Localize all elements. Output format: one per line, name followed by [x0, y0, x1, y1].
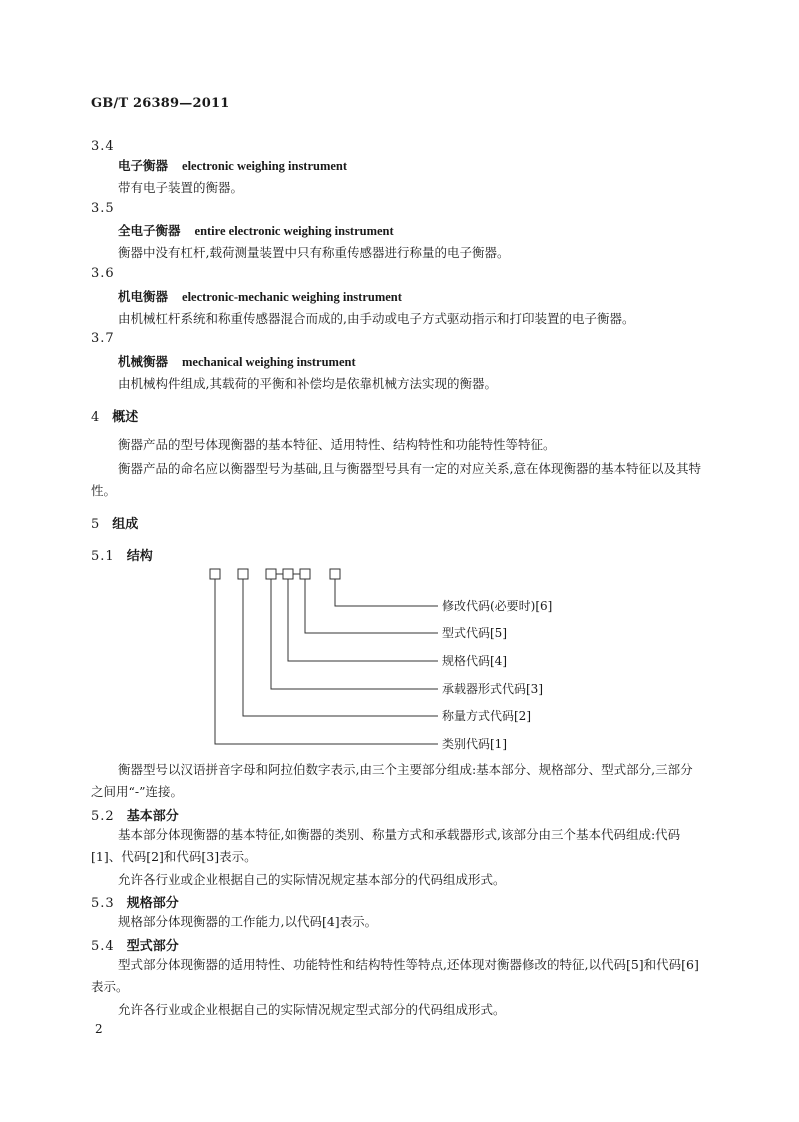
term-definition: 衡器中没有杠杆,载荷测量装置中只有称重传感器进行称量的电子衡器。 [118, 245, 510, 260]
code-box-2 [238, 569, 248, 579]
section-title: 组成 [112, 517, 139, 532]
label-code-6: 修改代码(必要时)[6] [442, 599, 553, 613]
term-number: 3.7 [91, 331, 115, 346]
section-number: 5.3 [91, 896, 115, 911]
term-en: electronic-mechanic weighing instrument [182, 290, 402, 304]
subsection-heading [91, 935, 179, 954]
page-number: 2 [95, 1022, 103, 1036]
term-cn: 机电衡器 [118, 289, 169, 304]
label-code-1: 类别代码[1] [442, 737, 507, 751]
section-number: 5 [91, 517, 101, 532]
label-code-2: 称量方式代码[2] [442, 709, 531, 723]
term-en: electronic weighing instrument [182, 159, 348, 173]
subsection-heading [91, 892, 179, 911]
leader-line-6 [335, 579, 438, 606]
term-number: 3.5 [91, 201, 115, 216]
paragraph: 允许各行业或企业根据自己的实际情况规定型式部分的代码组成形式。 [118, 1002, 506, 1017]
paragraph: 衡器产品的型号体现衡器的基本特征、适用特性、结构特性和功能特性等特征。 [118, 437, 556, 452]
term-number: 3.6 [91, 266, 115, 281]
paragraph: 允许各行业或企业根据自己的实际情况规定基本部分的代码组成形式。 [118, 872, 506, 887]
label-code-4: 规格代码[4] [442, 654, 507, 668]
paragraph: 衡器型号以汉语拼音字母和阿拉伯数字表示,由三个主要部分组成:基本部分、规格部分、型式部分,三部分之间用“-”连接。 [91, 762, 693, 799]
standard-number: GB/T 26389—2011 [91, 96, 230, 111]
leader-line-3 [271, 579, 438, 689]
term-cn: 全电子衡器 [118, 223, 181, 238]
section-title: 规格部分 [126, 896, 179, 911]
section-number: 5.1 [91, 549, 115, 564]
section-title: 结构 [126, 549, 153, 564]
section-number: 5.4 [91, 939, 115, 954]
term-en: entire electronic weighing instrument [194, 224, 394, 238]
term-cn: 电子衡器 [118, 158, 169, 173]
paragraph: 规格部分体现衡器的工作能力,以代码[4]表示。 [118, 914, 378, 929]
code-box-5 [300, 569, 310, 579]
paragraph: 基本部分体现衡器的基本特征,如衡器的类别、称量方式和承载器形式,该部分由三个基本代码组成:代码[1]、代码[2]和代码[3]表示。 [91, 827, 681, 864]
leader-line-2 [243, 579, 438, 716]
term-number: 3.4 [91, 139, 115, 154]
label-code-3: 承载器形式代码[3] [442, 682, 543, 696]
leader-line-4 [288, 579, 438, 661]
code-box-6 [330, 569, 340, 579]
section-number: 5.2 [91, 809, 115, 824]
code-box-4 [283, 569, 293, 579]
code-box-3 [266, 569, 276, 579]
subsection-heading [91, 805, 179, 824]
term-cn: 机械衡器 [118, 354, 169, 369]
section-number: 4 [91, 410, 101, 425]
term-definition: 由机械构件组成,其载荷的平衡和补偿均是依靠机械方法实现的衡器。 [118, 376, 497, 391]
code-box-1 [210, 569, 220, 579]
section-title: 概述 [112, 410, 139, 425]
term-definition: 带有电子装置的衡器。 [118, 180, 244, 195]
label-code-5: 型式代码[5] [442, 626, 507, 640]
term-en: mechanical weighing instrument [182, 355, 356, 369]
paragraph: 衡器产品的命名应以衡器型号为基础,且与衡器型号具有一定的对应关系,意在体现衡器的基本特征以及其特性。 [91, 461, 701, 498]
paragraph: 型式部分体现衡器的适用特性、功能特性和结构特性等特点,还体现对衡器修改的特征,以代码[5]和代码[6]表示。 [91, 957, 699, 994]
section-title: 基本部分 [126, 809, 179, 824]
section-title: 型式部分 [126, 939, 179, 954]
term-definition: 由机械杠杆系统和称重传感器混合而成的,由手动或电子方式驱动指示和打印装置的电子衡器。 [118, 311, 635, 326]
